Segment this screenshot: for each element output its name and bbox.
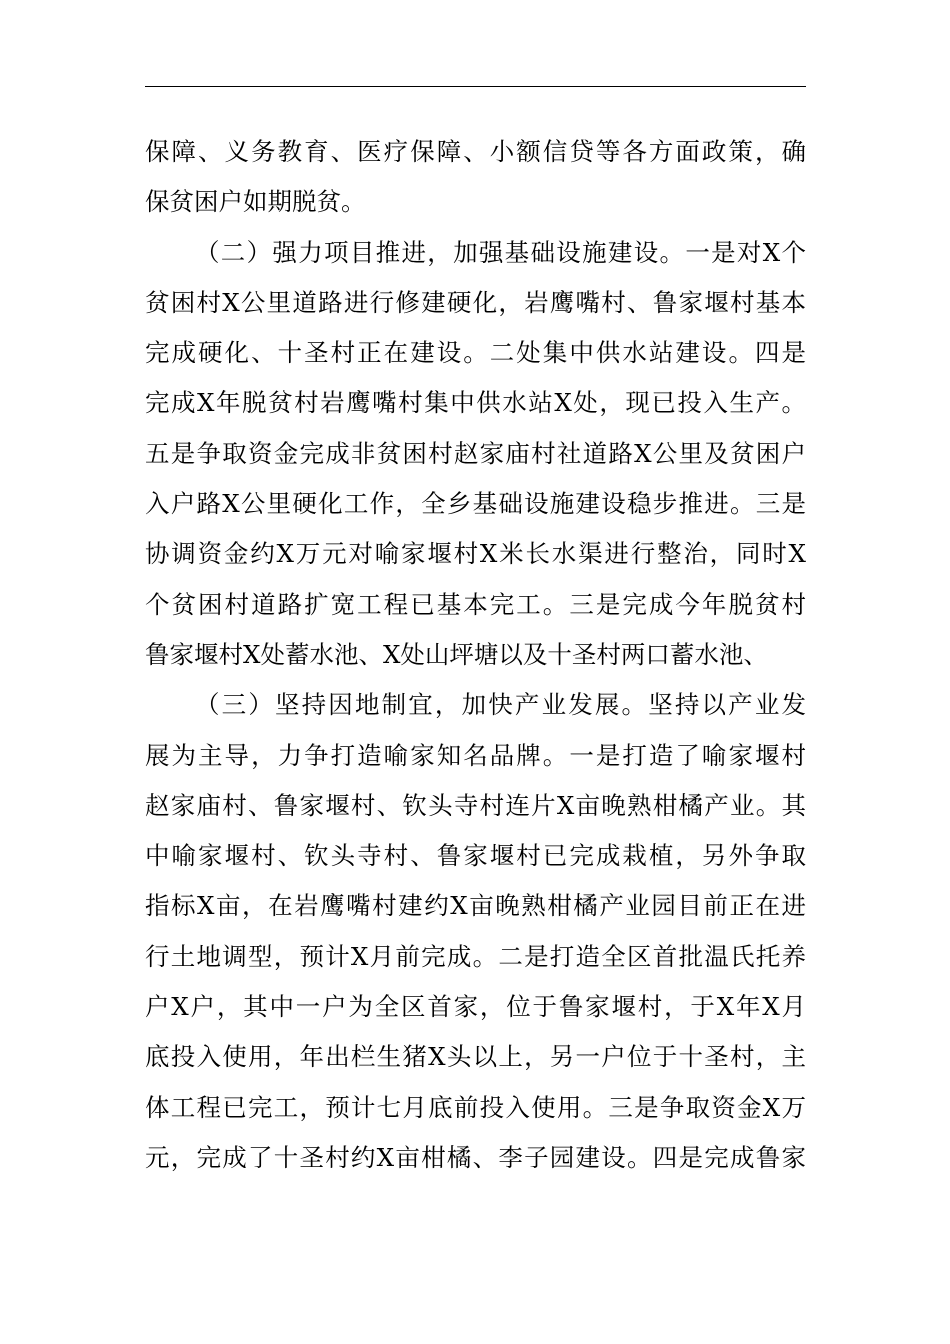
text-line: 个贫困村道路扩宽工程已基本完工。三是完成今年脱贫村 <box>145 589 806 619</box>
text-line: 元，完成了十圣村约X亩柑橘、李子园建设。四是完成鲁家 <box>145 1142 806 1172</box>
text-line: 贫困村X公里道路进行修建硬化，岩鹰嘴村、鲁家堰村基本 <box>145 287 806 317</box>
section-heading-line: （三）坚持因地制宜，加快产业发展。坚持以产业发 <box>195 690 806 720</box>
text-line: 行土地调型，预计X月前完成。二是打造全区首批温氏托养 <box>145 941 806 971</box>
text-line: 体工程已完工，预计七月底前投入使用。三是争取资金X万 <box>145 1092 806 1122</box>
text-line: 中喻家堰村、钦头寺村、鲁家堰村已完成栽植，另外争取 <box>145 841 806 871</box>
text-line: 展为主导，力争打造喻家知名品牌。一是打造了喻家堰村 <box>145 740 806 770</box>
text-line: 户X户，其中一户为全区首家，位于鲁家堰村，于X年X月 <box>145 992 806 1022</box>
section-heading-line: （二）强力项目推进，加强基础设施建设。一是对X个 <box>195 237 806 267</box>
text-line: 指标X亩，在岩鹰嘴村建约X亩晚熟柑橘产业园目前正在进 <box>145 891 806 921</box>
text-line: 完成X年脱贫村岩鹰嘴村集中供水站X处，现已投入生产。 <box>145 388 806 418</box>
header-rule <box>145 86 806 87</box>
text-line: 保贫困户如期脱贫。 <box>145 187 366 217</box>
text-line: 完成硬化、十圣村正在建设。二处集中供水站建设。四是 <box>145 338 806 368</box>
text-line: 入户路X公里硬化工作，全乡基础设施建设稳步推进。三是 <box>145 489 806 519</box>
text-line: 协调资金约X万元对喻家堰村X米长水渠进行整治，同时X <box>145 539 806 569</box>
text-line: 五是争取资金完成非贫困村赵家庙村社道路X公里及贫困户 <box>145 438 806 468</box>
text-line: 底投入使用，年出栏生猪X头以上，另一户位于十圣村，主 <box>145 1042 806 1072</box>
text-line: 保障、义务教育、医疗保障、小额信贷等各方面政策，确 <box>145 137 806 166</box>
text-line: 鲁家堰村X处蓄水池、X处山坪塘以及十圣村两口蓄水池、 <box>145 639 768 669</box>
text-line: 赵家庙村、鲁家堰村、钦头寺村连片X亩晚熟柑橘产业。其 <box>145 790 806 820</box>
body-text <box>145 127 806 1183</box>
